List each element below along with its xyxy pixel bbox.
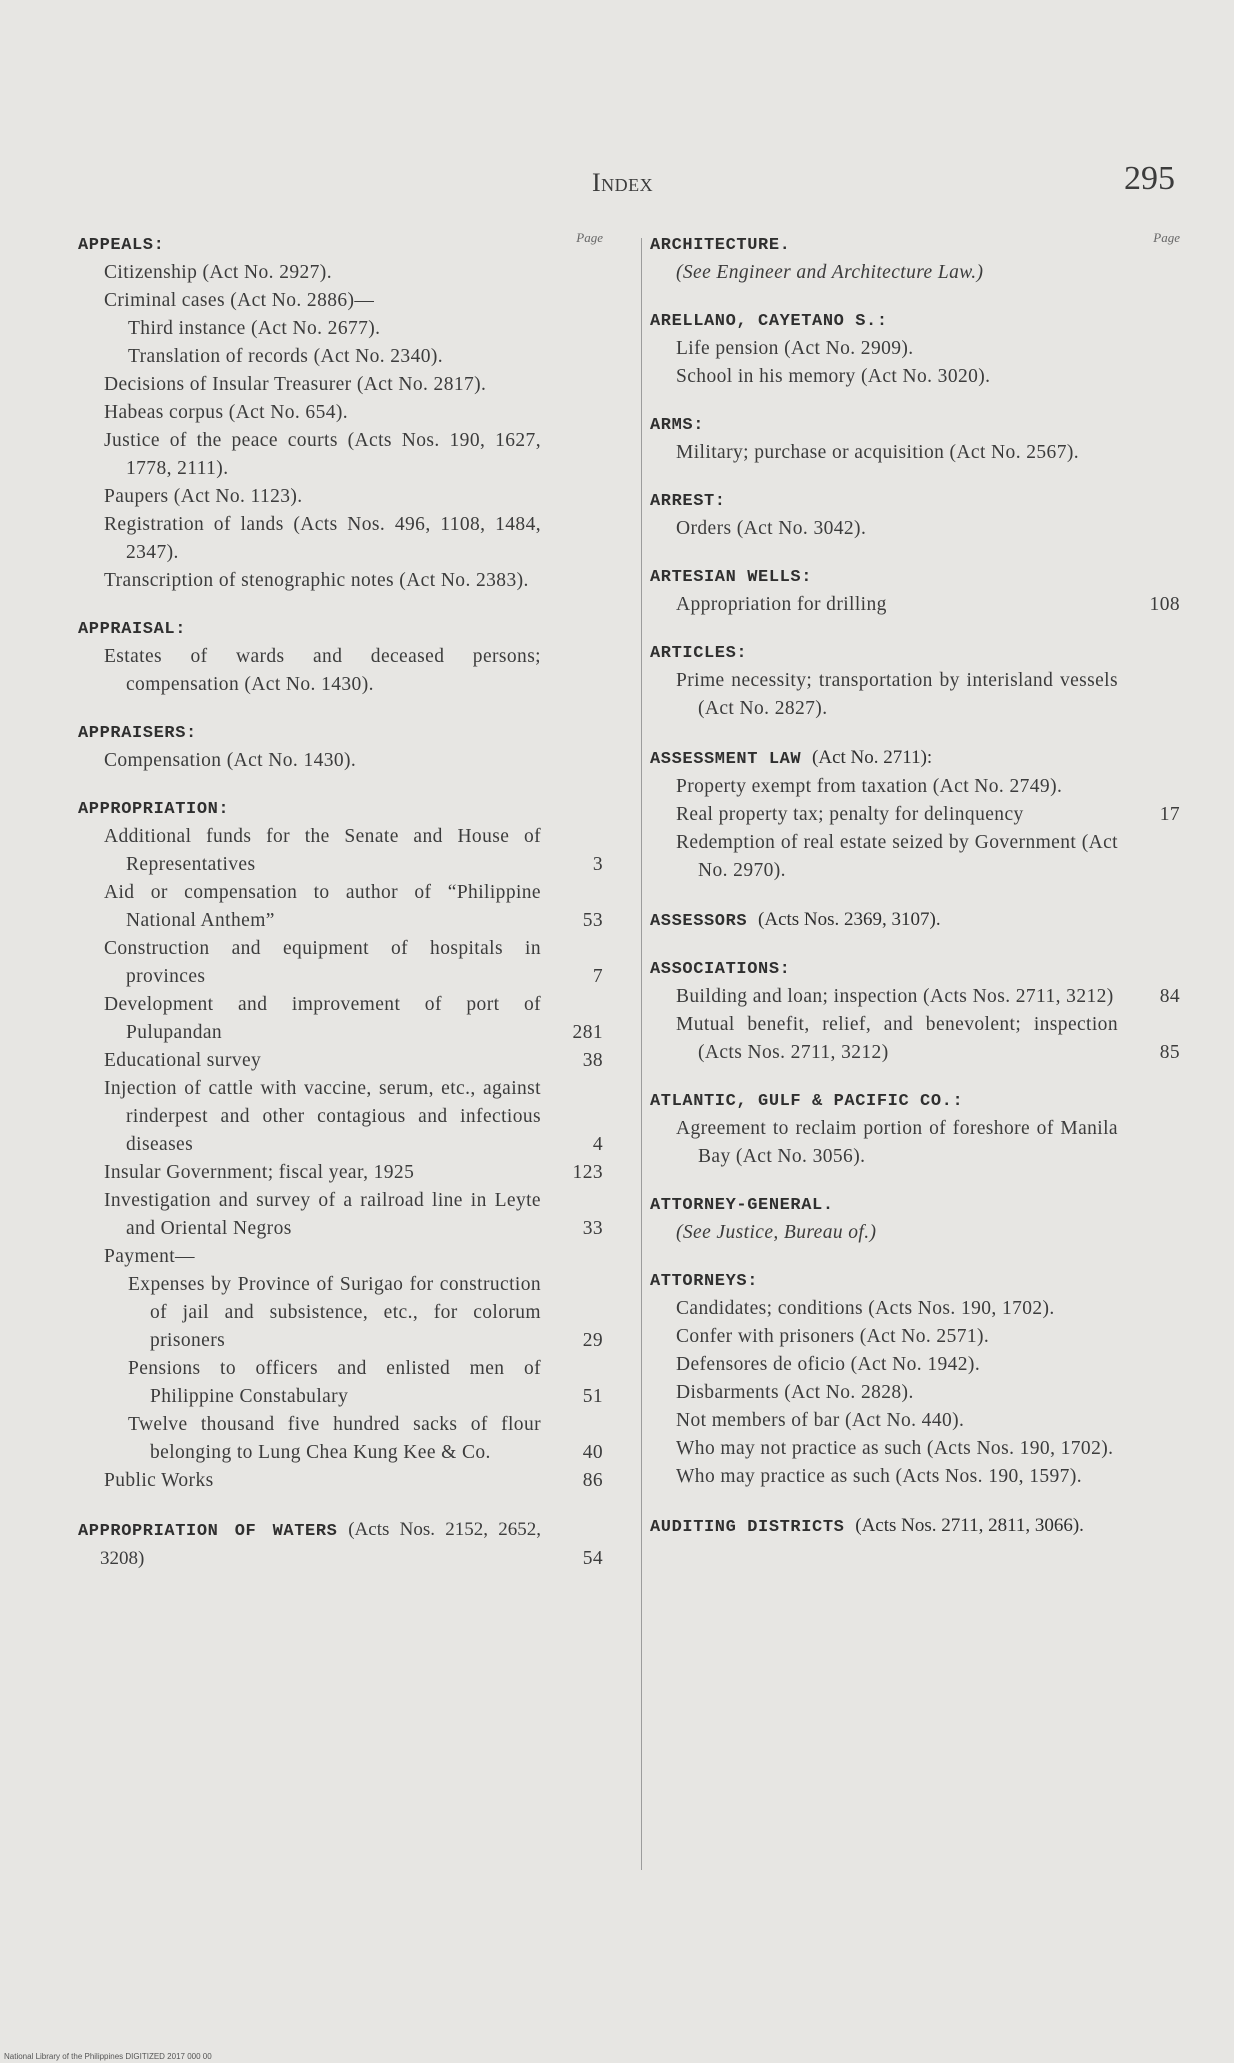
index-entry [650,1435,1180,1463]
column-divider [641,238,642,1870]
index-heading: ARTESIAN WELLS: [650,568,813,587]
page-reference: 38 [582,1050,603,1071]
cross-reference [650,1219,1180,1247]
index-group [650,308,1180,391]
page-reference: 3 [592,854,603,875]
entry-text: Disbarments (Act No. 2828). [676,1382,914,1403]
entry-text: Life pension (Act No. 2909). [676,338,914,359]
index-group [78,1516,603,1573]
index-entry [78,991,603,1047]
index-entry [78,1159,603,1187]
index-entry [650,591,1180,619]
index-entry [78,483,603,511]
page-reference: 53 [582,910,603,931]
index-heading: APPEALS: [78,236,165,255]
index-heading-row [650,1512,1180,1541]
index-entry [650,1351,1180,1379]
index-heading: ATTORNEYS: [650,1272,759,1291]
index-heading-row [650,906,1180,935]
index-entry [650,667,1180,723]
index-group [650,488,1180,543]
index-entry [78,1047,603,1075]
index-group [650,1268,1180,1491]
index-heading: APPROPRIATION: [78,800,230,819]
index-heading: ARMS: [650,416,705,435]
entry-text: Appropriation for drilling [676,594,887,615]
index-group [78,720,603,775]
entry-text: Educational survey [104,1050,262,1071]
entry-text: Twelve thousand five hundred sacks of flour belonging to Lung Chea Kung Kee & Co. [128,1414,541,1463]
index-heading-row [650,744,1180,773]
index-heading-row [650,1268,1180,1295]
entry-text: Candidates; conditions (Acts Nos. 190, 1702). [676,1298,1055,1319]
cross-reference [650,259,1180,287]
index-entry [78,1355,603,1411]
entry-text: Third instance (Act No. 2677). [128,318,381,339]
page-column-label: Page [576,230,603,245]
index-entry [650,983,1180,1011]
index-heading: ARELLANO, CAYETANO S.: [650,312,888,331]
page-column-label: Page [1153,230,1180,245]
index-entry [650,1323,1180,1351]
entry-text: Insular Government; fiscal year, 1925 [104,1162,415,1183]
entry-text: Property exempt from taxation (Act No. 2749). [676,776,1063,797]
index-heading-row [78,720,603,747]
index-heading: APPRAISAL: [78,620,187,639]
index-heading-row [650,308,1180,335]
index-entry [78,1411,603,1467]
index-group [78,616,603,699]
entry-text: Decisions of Insular Treasurer (Act No. 2817). [104,374,487,395]
index-entry [78,879,603,935]
page-reference: 281 [572,1022,603,1043]
index-heading-row [650,564,1180,591]
index-group [650,564,1180,619]
entry-text: Redemption of real estate seized by Government (Act No. 2970). [676,832,1118,881]
entry-text: Prime necessity; transportation by interisland vessels (Act No. 2827). [676,670,1118,719]
entry-text: Agreement to reclaim portion of foreshore of Manila Bay (Act No. 3056). [676,1118,1118,1167]
entry-text: Estates of wards and deceased persons; compensation (Act No. 1430). [104,646,541,695]
entry-text: Translation of records (Act No. 2340). [128,346,444,367]
entry-text: Public Works [104,1470,214,1491]
index-heading: AUDITING DISTRICTS [650,1518,845,1537]
index-entry [650,1011,1180,1067]
entry-text: Orders (Act No. 3042). [676,518,867,539]
index-group [650,412,1180,467]
page-reference: 108 [1149,594,1180,615]
index-group [650,906,1180,935]
entry-text: Investigation and survey of a railroad line in Leyte and Oriental Negros [104,1190,541,1239]
index-entry [78,1467,603,1495]
entry-text: Payment— [104,1246,195,1267]
index-heading: ASSESSMENT LAW [650,750,802,769]
index-entry [650,1115,1180,1171]
entry-text: Military; purchase or acquisition (Act No. 2567). [676,442,1080,463]
entry-text: Not members of bar (Act No. 440). [676,1410,965,1431]
entry-text: Mutual benefit, relief, and benevolent; inspection (Acts Nos. 2711, 3212) [676,1014,1118,1063]
index-entry [650,439,1180,467]
entry-text: Who may practice as such (Acts Nos. 190, 1597). [676,1466,1082,1487]
index-entry [78,1075,603,1159]
index-group [650,640,1180,723]
entry-text: Paupers (Act No. 1123). [104,486,303,507]
entry-text: Transcription of stenographic notes (Act No. 2383). [104,570,529,591]
entry-text: Defensores de oficio (Act No. 1942). [676,1354,981,1375]
index-heading-note: (Acts Nos. 2711, 2811, 3066). [855,1515,1084,1536]
index-heading: ARREST: [650,492,726,511]
index-heading: ATLANTIC, GULF & PACIFIC CO.: [650,1092,964,1111]
index-entry [78,511,603,567]
index-entry [650,801,1180,829]
index-heading-row [650,412,1180,439]
page-reference: 4 [592,1134,603,1155]
page-reference: 84 [1159,986,1180,1007]
index-group [78,232,603,595]
index-entry [650,1407,1180,1435]
index-heading: APPROPRIATION OF WATERS [78,1522,338,1541]
index-entry [78,823,603,879]
index-heading: ARCHITECTURE. [650,236,791,255]
index-group [650,956,1180,1067]
entry-text: (See Justice, Bureau of.) [676,1222,877,1243]
index-entry [78,259,603,287]
index-entry [78,427,603,483]
entry-text: Aid or compensation to author of “Philippine National Anthem” [104,882,541,931]
entry-text: Development and improvement of port of Pulupandan [104,994,541,1043]
index-heading-row [78,232,603,259]
entry-text: Construction and equipment of hospitals in provinces [104,938,541,987]
right-column [650,232,1180,1562]
index-group [650,744,1180,885]
index-heading-row [650,1192,1180,1219]
index-heading: ASSOCIATIONS: [650,960,791,979]
index-group [650,1088,1180,1171]
entry-text: Criminal cases (Act No. 2886)— [104,290,375,311]
index-entry [78,287,603,315]
entry-text: Justice of the peace courts (Acts Nos. 190, 1627, 1778, 2111). [104,430,541,479]
running-title: Index [592,168,654,197]
index-heading-row [650,1088,1180,1115]
entry-text: Additional funds for the Senate and House of Representatives [104,826,541,875]
entry-text: Pensions to officers and enlisted men of Philippine Constabulary [128,1358,541,1407]
left-column [78,232,603,1594]
entry-text: Habeas corpus (Act No. 654). [104,402,349,423]
entry-text: Building and loan; inspection (Acts Nos. 2711, 3212) [676,986,1114,1007]
page-reference: 51 [582,1386,603,1407]
page-reference: 17 [1159,804,1180,825]
index-group [650,1512,1180,1541]
index-heading-row [78,1516,603,1573]
index-entry [78,1243,603,1271]
index-entry [78,1271,603,1355]
entry-text: Expenses by Province of Surigao for construction of jail and subsistence, etc., for colorum prisoners [128,1274,541,1351]
page-reference: 86 [582,1470,603,1491]
page-reference: 40 [582,1442,603,1463]
index-heading-text [78,1516,541,1573]
entry-text: Real property tax; penalty for delinquency [676,804,1024,825]
index-heading-row [78,616,603,643]
index-heading-note: (Acts Nos. 2152, 2652, 3208) [100,1519,541,1569]
index-heading-row [650,488,1180,515]
page-reference: 33 [582,1218,603,1239]
index-heading: ASSESSORS [650,912,748,931]
index-heading-row [650,232,1180,259]
page-reference: 7 [592,966,603,987]
index-heading-note: (Act No. 2711): [812,747,933,768]
index-heading: ATTORNEY-GENERAL. [650,1196,834,1215]
entry-text: Who may not practice as such (Acts Nos. 190, 1702). [676,1438,1114,1459]
entry-text: (See Engineer and Architecture Law.) [676,262,984,283]
index-group [650,232,1180,287]
index-entry [650,773,1180,801]
index-entry [78,1187,603,1243]
index-group [650,1192,1180,1247]
entry-text: Registration of lands (Acts Nos. 496, 1108, 1484, 2347). [104,514,541,563]
index-entry [650,335,1180,363]
index-entry [78,343,603,371]
index-entry [78,643,603,699]
index-heading: ARTICLES: [650,644,748,663]
page-reference: 54 [582,1548,603,1569]
index-heading-row [650,640,1180,667]
index-entry [650,515,1180,543]
page-number: 295 [1124,160,1175,197]
entry-text: Compensation (Act No. 1430). [104,750,357,771]
entry-text: Injection of cattle with vaccine, serum, etc., against rinderpest and other contagious and infectious diseases [104,1078,541,1155]
index-entry [78,935,603,991]
page-reference: 123 [572,1162,603,1183]
index-entry [650,829,1180,885]
index-heading: APPRAISERS: [78,724,197,743]
index-heading-row [78,796,603,823]
index-entry [650,1463,1180,1491]
entry-text: Confer with prisoners (Act No. 2571). [676,1326,990,1347]
index-entry [78,371,603,399]
index-entry [650,363,1180,391]
scan-footer: National Library of the Philippines DIGITIZED 2017 000 00 [4,2052,212,2061]
index-entry [78,315,603,343]
index-heading-note: (Acts Nos. 2369, 3107). [758,909,941,930]
index-entry [650,1295,1180,1323]
index-entry [78,399,603,427]
index-entry [650,1379,1180,1407]
page-reference: 85 [1159,1042,1180,1063]
index-entry [78,567,603,595]
index-heading-row [650,956,1180,983]
index-group [78,796,603,1495]
entry-text: School in his memory (Act No. 3020). [676,366,991,387]
entry-text: Citizenship (Act No. 2927). [104,262,332,283]
page-reference: 29 [582,1330,603,1351]
index-entry [78,747,603,775]
